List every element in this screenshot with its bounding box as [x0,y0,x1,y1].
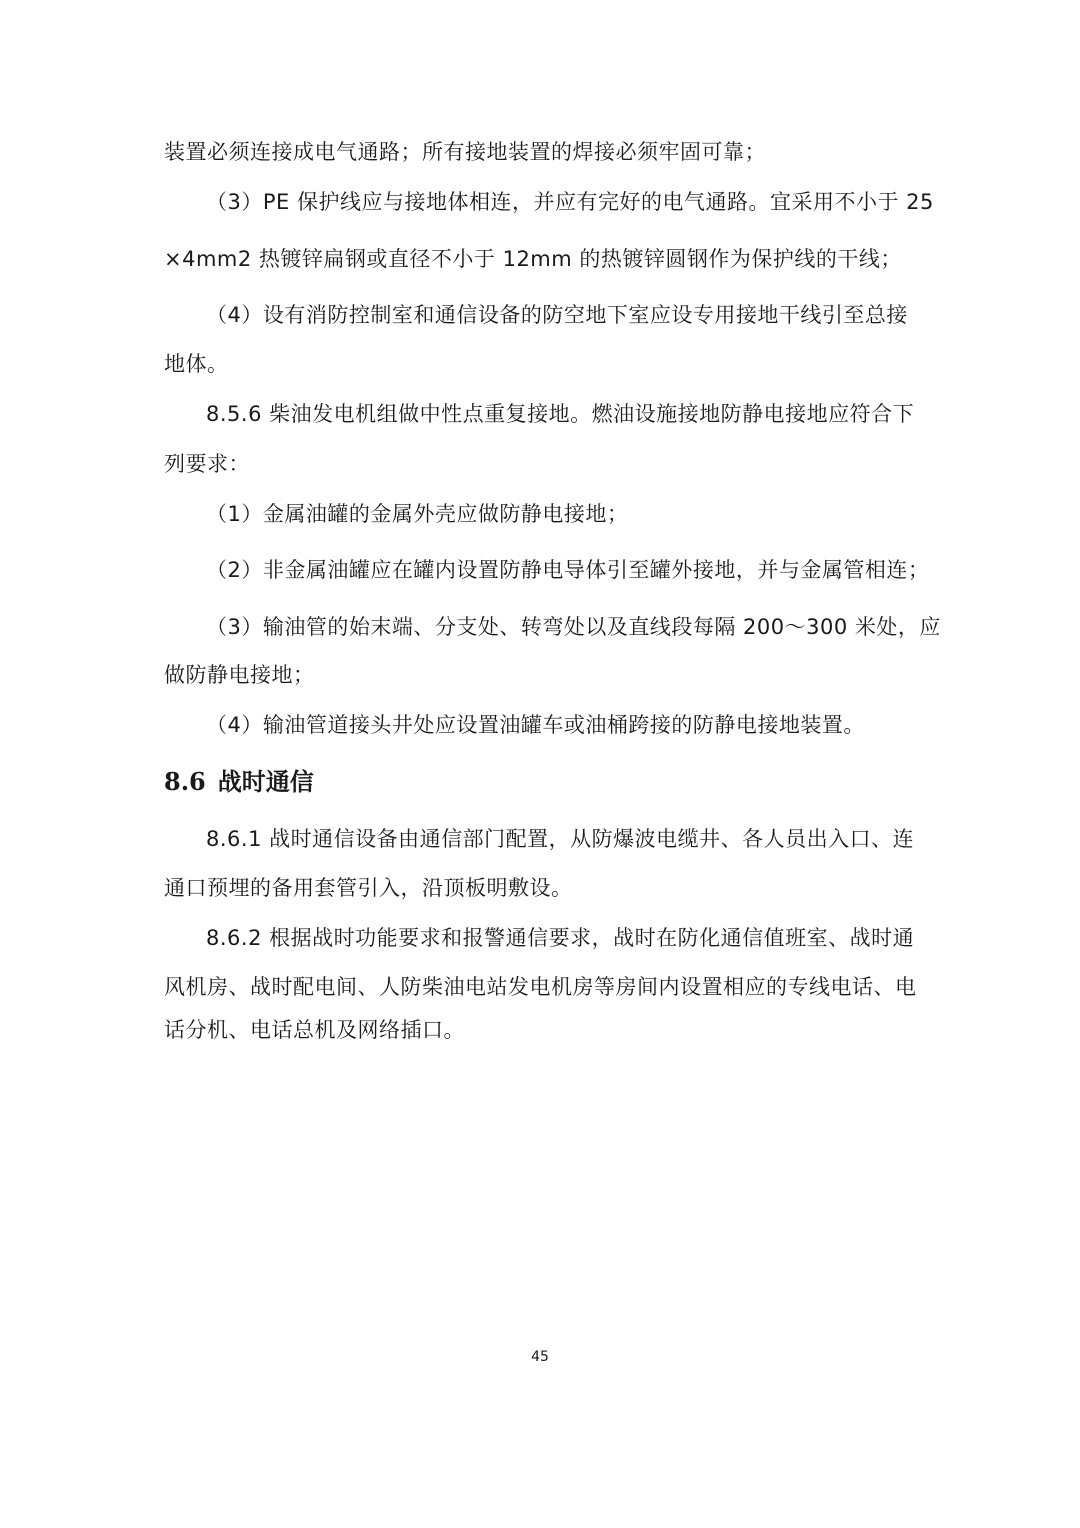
text-line: （3）输油管的始末端、分支处、转弯处以及直线段每隔 200～300 米处，应 [206,615,941,639]
text-line: 8.6.1 战时通信设备由通信部门配置，从防爆波电缆井、各人员出入口、连 [206,827,915,851]
section-heading [164,766,314,798]
text-line: （4）输油管道接头井处应设置油罐车或油桶跨接的防静电接地装置。 [206,713,865,737]
text-line: 列要求： [164,452,250,476]
section-number: 8.6 [164,767,206,796]
text-line: ×4mm2 热镀锌扁钢或直径不小于 12mm 的热镀锌圆钢作为保护线的干线； [164,247,902,271]
text-line: 8.6.2 根据战时功能要求和报警通信要求，战时在防化通信值班室、战时通 [206,926,915,950]
text-line: （4）设有消防控制室和通信设备的防空地下室应设专用接地干线引至总接 [206,303,908,327]
text-line: 做防静电接地； [164,663,315,687]
text-line: 地体。 [164,352,229,376]
text-line: 风机房、战时配电间、人防柴油电站发电机房等房间内设置相应的专线电话、电 [164,975,917,999]
text-line: （3）PE 保护线应与接地体相连，并应有完好的电气通路。宜采用不小于 25 [206,190,934,214]
text-line: 装置必须连接成电气通路；所有接地装置的焊接必须牢固可靠； [164,140,766,164]
section-title: 战时通信 [217,767,314,796]
text-line: 通口预埋的备用套管引入，沿顶板明敷设。 [164,876,573,900]
text-line: （2）非金属油罐应在罐内设置防静电导体引至罐外接地，并与金属管相连； [206,558,930,582]
text-line: （1）金属油罐的金属外壳应做防静电接地； [206,502,629,526]
text-line: 话分机、电话总机及网络插口。 [164,1018,465,1042]
text-line: 8.5.6 柴油发电机组做中性点重复接地。燃油设施接地防静电接地应符合下 [206,402,915,426]
page-number: 45 [531,1349,549,1365]
